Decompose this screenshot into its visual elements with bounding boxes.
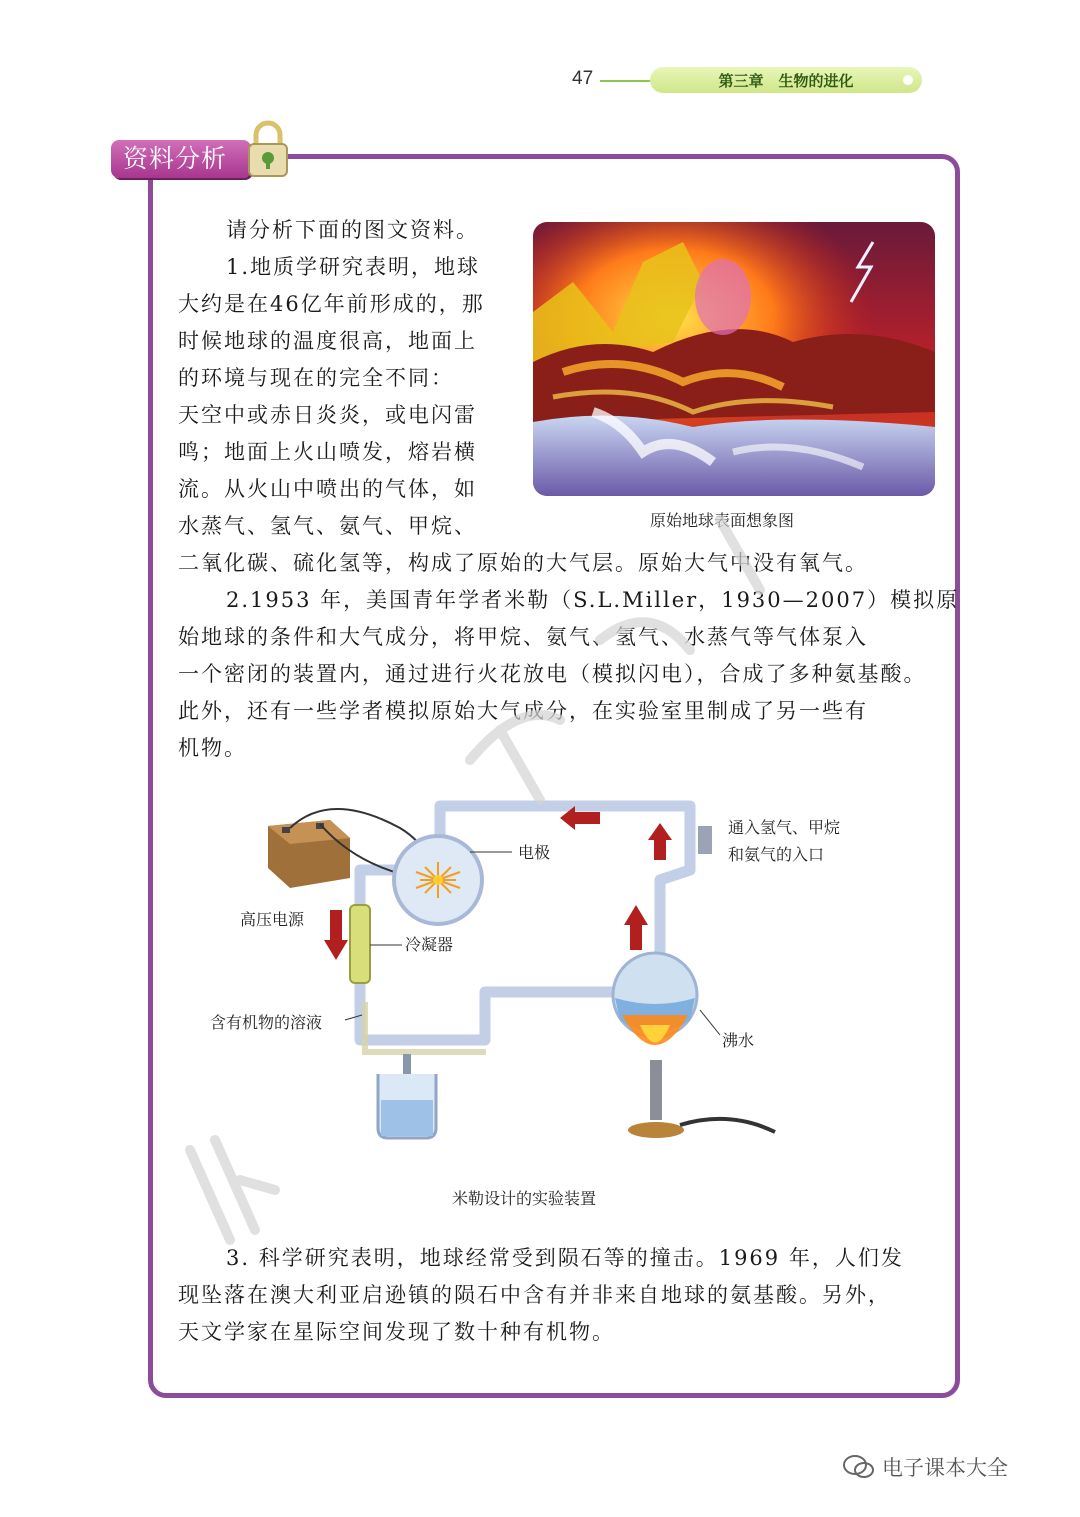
p3-line-1: 3. 科学研究表明，地球经常受到陨石等的撞击。1969 年，人们发 [226, 1246, 904, 1270]
p2-line-5: 机物。 [178, 736, 247, 760]
p2-line-3: 一个密闭的装置内，通过进行火花放电（模拟闪电），合成了多种氨基酸。 [178, 662, 927, 686]
label-condenser: 冷凝器 [405, 935, 454, 954]
p1-line-5: 天空中或赤日炎炎，或电闪雷 [178, 403, 477, 427]
p1-line-3: 时候地球的温度很高，地面上 [178, 329, 477, 353]
miller-apparatus-diagram [200, 790, 880, 1160]
p1-line-8: 水蒸气、氢气、氨气、甲烷、 [178, 514, 477, 538]
brand-watermark [842, 1452, 1008, 1482]
power-supply-box [268, 820, 350, 888]
p1-line-6: 鸣；地面上火山喷发，熔岩横 [178, 440, 477, 464]
primitive-earth-illustration [533, 222, 935, 496]
intro-text: 请分析下面的图文资料。 [226, 218, 479, 242]
header-rule [600, 80, 652, 82]
wechat-icon [842, 1454, 876, 1480]
chapter-title: 第三章 生物的进化 [650, 67, 922, 93]
p2-line-1: 2.1953 年，美国青年学者米勒（S.L.Miller，1930—2007）模拟原 [226, 588, 960, 612]
label-power: 高压电源 [240, 910, 305, 929]
p3-line-2: 现坠落在澳大利亚启逊镇的陨石中含有并非来自地球的氨基酸。另外， [178, 1283, 891, 1307]
figure2-caption: 米勒设计的实验装置 [452, 1189, 597, 1208]
figure1-caption: 原始地球表面想象图 [650, 511, 795, 530]
label-electrode: 电极 [518, 843, 551, 862]
label-boiling: 沸水 [722, 1031, 755, 1050]
condenser [350, 905, 370, 983]
label-gas-inlet-1: 通入氢气、甲烷 [728, 818, 841, 837]
p2-line-2: 始地球的条件和大气成分，将甲烷、氨气、氢气、水蒸气等气体泵入 [178, 625, 868, 649]
p1-line-2: 大约是在46亿年前形成的，那 [178, 292, 485, 316]
flow-arrows [324, 806, 672, 960]
section-tag: 资料分析 [111, 140, 251, 178]
label-solution: 含有机物的溶液 [210, 1013, 323, 1032]
p2-line-4: 此外，还有一些学者模拟原始大气成分，在实验室里制成了另一些有 [178, 699, 868, 723]
gas-inlet-valve [698, 826, 712, 854]
p1-line-1: 1.地质学研究表明，地球 [226, 255, 481, 279]
p3-line-3: 天文学家在星际空间发现了数十种有机物。 [178, 1320, 615, 1344]
header-dot [903, 75, 913, 85]
collection-beaker [378, 1054, 436, 1138]
boiling-flask [613, 953, 697, 1138]
lock-icon [245, 118, 291, 178]
p1-line-7: 流。从火山中喷出的气体，如 [178, 477, 477, 501]
page-number: 47 [572, 68, 594, 89]
brand-text: 电子课本大全 [882, 1456, 1008, 1480]
p1-tail: 二氧化碳、硫化氢等，构成了原始的大气层。原始大气中没有氧气。 [178, 551, 868, 575]
p1-line-4: 的环境与现在的完全不同： [178, 366, 454, 390]
label-gas-inlet-2: 和氨气的入口 [728, 845, 825, 864]
